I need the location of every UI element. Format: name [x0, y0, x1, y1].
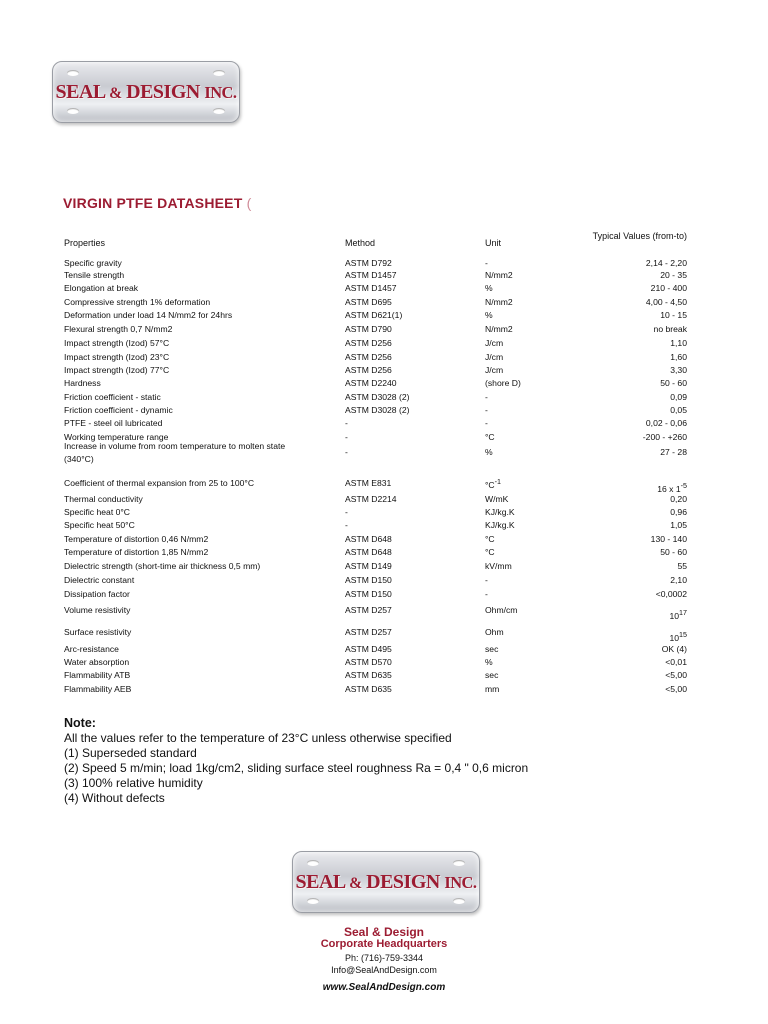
cell-method: ASTM D1457: [345, 283, 397, 293]
cell-unit: [485, 547, 495, 557]
cell-unit-text: (shore D): [485, 378, 521, 388]
cell-value-text: 0,96: [670, 507, 687, 517]
cell-method: ASTM D256: [345, 365, 392, 375]
cell-value: [670, 405, 687, 415]
cell-value-text: <0,01: [665, 657, 687, 667]
cell-property: Working temperature range: [64, 432, 169, 442]
cell-value-text: OK (4): [661, 644, 687, 654]
cell-property: Compressive strength 1% deformation: [64, 297, 211, 307]
footer-website-link[interactable]: www.SealAndDesign.com: [322, 982, 446, 993]
cell-value: [656, 589, 687, 599]
cell-value: [670, 338, 687, 348]
cell-method: ASTM D635: [345, 670, 392, 680]
cell-unit: [485, 418, 488, 428]
cell-unit-text: °C: [485, 547, 495, 557]
cell-method: ASTM D635: [345, 684, 392, 694]
cell-value: [651, 283, 687, 293]
cell-value-superscript: -5: [680, 482, 687, 490]
cell-method: ASTM D621(1): [345, 310, 403, 320]
cell-method: ASTM D150: [345, 575, 392, 585]
cell-unit: [485, 338, 503, 348]
cell-unit: [485, 575, 488, 585]
cell-property: Specific heat 0°C: [64, 507, 131, 517]
cell-property: Temperature of distortion 1,85 N/mm2: [64, 547, 209, 557]
cell-value: [665, 684, 687, 694]
cell-unit-text: KJ/kg.K: [485, 507, 515, 517]
cell-value: [646, 258, 687, 268]
cell-value: [660, 378, 687, 388]
cell-value: [677, 561, 687, 571]
cell-property: Volume resistivity: [64, 605, 131, 615]
logo-word-seal: SEAL: [55, 81, 105, 103]
cell-unit-text: mm: [485, 684, 500, 694]
cell-value-text: 27 - 28: [660, 447, 687, 457]
cell-value: [646, 418, 687, 428]
cell-value-text: <5,00: [665, 670, 687, 680]
cell-value: [665, 657, 687, 667]
cell-unit-text: J/cm: [485, 352, 504, 362]
cell-unit: [485, 365, 503, 375]
cell-unit: [485, 432, 495, 442]
cell-method: -: [345, 520, 348, 530]
footer-phone: Ph: (716)-759-3344: [344, 953, 424, 963]
header-unit: Unit: [485, 238, 502, 248]
cell-unit-text: °C: [485, 534, 495, 544]
cell-value-text: 210 - 400: [650, 283, 687, 293]
cell-value-text: 10: [669, 610, 680, 621]
logo-hole: [453, 898, 465, 904]
cell-method: ASTM D256: [345, 338, 392, 348]
cell-value: [670, 494, 687, 504]
cell-method: ASTM D648: [345, 534, 392, 544]
cell-unit-text: -: [485, 392, 488, 402]
cell-unit: [485, 520, 515, 530]
cell-value-text: 2,14 - 2,20: [645, 258, 687, 268]
cell-property: Flexural strength 0,7 N/mm2: [64, 324, 173, 334]
logo-hole: [307, 898, 319, 904]
cell-property: PTFE - steel oil lubricated: [64, 418, 163, 428]
cell-unit-text: N/mm2: [485, 270, 513, 280]
cell-unit: [485, 405, 488, 415]
cell-property: Water absorption: [64, 657, 130, 667]
logo-word-inc: INC.: [444, 873, 477, 892]
logo-ampersand: &: [349, 875, 362, 892]
cell-property: Friction coefficient - static: [64, 392, 161, 402]
cell-property: Flammability AEB: [64, 684, 132, 694]
cell-value: [646, 297, 687, 307]
title-tick: (: [246, 195, 252, 211]
note-line: (2) Speed 5 m/min; load 1kg/cm2, sliding surface steel roughness Ra = 0,4 " 0,6 micron: [64, 761, 529, 775]
cell-unit: [485, 670, 498, 680]
cell-unit: [485, 684, 499, 694]
cell-value-text: 130 - 140: [650, 534, 687, 544]
cell-value-text: 50 - 60: [660, 547, 687, 557]
title-text: VIRGIN PTFE DATASHEET: [63, 195, 243, 211]
footer-headquarters: Corporate Headquarters: [320, 938, 448, 950]
cell-value-text: 55: [677, 561, 687, 571]
cell-unit-text: sec: [485, 644, 499, 654]
cell-unit-text: N/mm2: [485, 324, 513, 334]
cell-value-text: no break: [653, 324, 687, 334]
cell-method: ASTM D2214: [345, 494, 397, 504]
cell-property: Specific gravity: [64, 258, 122, 268]
cell-value-text: 3,30: [670, 365, 687, 375]
cell-method: ASTM D257: [345, 605, 392, 615]
cell-unit-superscript: -1: [494, 478, 502, 486]
cell-unit-text: W/mK: [485, 494, 509, 504]
cell-property: Impact strength (Izod) 57°C: [64, 338, 170, 348]
cell-unit: [485, 447, 493, 457]
cell-property: Thermal conductivity: [64, 494, 143, 504]
cell-unit-text: °C: [485, 479, 495, 490]
cell-value: [665, 670, 687, 680]
cell-unit-text: °C: [485, 432, 495, 442]
cell-unit-text: Ohm: [485, 627, 504, 637]
cell-value: [670, 392, 687, 402]
footer-email-link[interactable]: Info@SealAndDesign.com: [331, 965, 437, 975]
logo-ampersand: &: [109, 85, 122, 102]
logo-hole: [67, 108, 79, 114]
cell-value: [643, 432, 687, 442]
cell-property: Flammability ATB: [64, 670, 131, 680]
note-title: Note:: [64, 716, 96, 730]
cell-unit: [485, 627, 504, 637]
cell-value: [660, 310, 687, 320]
cell-unit: [485, 352, 503, 362]
logo-wordmark: [293, 871, 479, 894]
cell-method: -: [345, 432, 348, 442]
cell-unit: [485, 534, 495, 544]
cell-property: Dielectric strength (short-time air thickness 0,5 mm): [64, 561, 261, 571]
cell-method: ASTM E831: [345, 478, 392, 488]
cell-value: [660, 270, 687, 280]
cell-value: [670, 365, 687, 375]
cell-value: [669, 631, 687, 643]
cell-property: Tensile strength: [64, 270, 125, 280]
cell-value: [662, 644, 687, 654]
cell-unit-text: %: [485, 283, 493, 293]
cell-method: ASTM D1457: [345, 270, 397, 280]
cell-unit-text: sec: [485, 670, 499, 680]
cell-unit-text: KJ/kg.K: [485, 520, 515, 530]
footer-company: Seal & Design: [343, 925, 425, 939]
cell-value-text: 0,05: [670, 405, 687, 415]
note-section: [64, 716, 528, 806]
cell-unit: [485, 561, 512, 571]
cell-unit: [485, 324, 513, 334]
logo-word-design: DESIGN: [366, 871, 440, 893]
cell-unit-text: N/mm2: [485, 297, 513, 307]
cell-method: ASTM D790: [345, 324, 392, 334]
cell-value-text: 1,05: [670, 520, 687, 530]
cell-method: ASTM D149: [345, 561, 392, 571]
header-method: Method: [345, 238, 376, 248]
cell-property: Elongation at break: [64, 283, 139, 293]
cell-property: Impact strength (Izod) 77°C: [64, 365, 170, 375]
cell-property: Impact strength (Izod) 23°C: [64, 352, 170, 362]
cell-property: Friction coefficient - dynamic: [64, 405, 173, 415]
cell-value-text: 10 - 15: [660, 310, 687, 320]
company-logo: [52, 61, 240, 123]
cell-value-superscript: 15: [679, 631, 687, 639]
cell-value-text: -200 - +260: [642, 432, 687, 442]
cell-unit-text: -: [485, 589, 488, 599]
cell-method: ASTM D648: [345, 547, 392, 557]
cell-method: ASTM D257: [345, 627, 392, 637]
cell-property: Arc-resistance: [64, 644, 119, 654]
cell-unit-text: %: [485, 310, 493, 320]
cell-value-text: 20 - 35: [660, 270, 687, 280]
cell-unit-text: Ohm/cm: [485, 605, 518, 615]
cell-property: Surface resistivity: [64, 627, 132, 637]
logo-word-inc: INC.: [204, 83, 237, 102]
cell-method: -: [345, 418, 348, 428]
cell-unit: [485, 657, 493, 667]
cell-value: [670, 520, 687, 530]
cell-unit-text: J/cm: [485, 365, 504, 375]
cell-method: ASTM D2240: [345, 378, 397, 388]
note-line: (1) Superseded standard: [64, 746, 197, 760]
cell-method: -: [345, 447, 348, 457]
cell-unit: [485, 310, 493, 320]
cell-method: ASTM D570: [345, 657, 392, 667]
logo-hole: [307, 860, 319, 866]
cell-unit: [485, 478, 501, 490]
note-line: (4) Without defects: [64, 791, 165, 805]
cell-value-text: 0,20: [670, 494, 687, 504]
cell-value: [657, 482, 687, 494]
cell-property: Deformation under load 14 N/mm2 for 24hrs: [64, 310, 233, 320]
cell-method: ASTM D792: [345, 258, 392, 268]
cell-unit: [485, 507, 515, 517]
cell-unit: [485, 392, 488, 402]
cell-method: ASTM D256: [345, 352, 392, 362]
logo-word-seal: SEAL: [295, 871, 345, 893]
cell-property: Dielectric constant: [64, 575, 135, 585]
footer-logo: [292, 851, 480, 913]
header-typical-values: Typical Values (from-to): [592, 231, 687, 241]
cell-value-text: 10: [669, 632, 680, 643]
cell-unit: [485, 644, 498, 654]
cell-value: [651, 534, 687, 544]
cell-unit-text: -: [485, 405, 488, 415]
cell-value-text: 1,60: [670, 352, 687, 362]
logo-hole: [453, 860, 465, 866]
logo-hole: [67, 70, 79, 76]
cell-method: ASTM D3028 (2): [345, 405, 410, 415]
cell-method: -: [345, 507, 348, 517]
cell-unit-text: -: [485, 575, 488, 585]
cell-method: ASTM D150: [345, 589, 392, 599]
logo-hole: [213, 70, 225, 76]
cell-unit-text: kV/mm: [485, 561, 512, 571]
cell-unit: [485, 605, 517, 615]
cell-unit-text: J/cm: [485, 338, 504, 348]
cell-value: [670, 352, 687, 362]
cell-value-text: 2,10: [670, 575, 687, 585]
cell-property: Dissipation factor: [64, 589, 130, 599]
cell-value: [670, 575, 687, 585]
cell-unit: [485, 494, 508, 504]
cell-unit: [485, 297, 513, 307]
logo-word-design: DESIGN: [126, 81, 200, 103]
cell-unit: [485, 589, 488, 599]
cell-unit: [485, 283, 493, 293]
cell-value: [660, 547, 687, 557]
cell-method: ASTM D3028 (2): [345, 392, 410, 402]
cell-value-superscript: 17: [679, 609, 687, 617]
note-line: All the values refer to the temperature of 23°C unless otherwise specified: [64, 731, 452, 745]
cell-unit-text: -: [485, 258, 488, 268]
cell-value-text: 0,09: [670, 392, 687, 402]
note-line: (3) 100% relative humidity: [64, 776, 203, 790]
cell-value-text: 4,00 - 4,50: [645, 297, 687, 307]
cell-value: [660, 447, 687, 457]
cell-value-text: <5,00: [665, 684, 687, 694]
cell-value: [654, 324, 687, 334]
cell-value: [669, 609, 687, 621]
cell-method: ASTM D495: [345, 644, 392, 654]
cell-property: Temperature of distortion 0,46 N/mm2: [64, 534, 209, 544]
cell-value-text: 50 - 60: [660, 378, 687, 388]
cell-property: Hardness: [64, 378, 101, 388]
logo-wordmark: [53, 81, 239, 104]
cell-unit: [485, 270, 513, 280]
cell-unit: [485, 258, 488, 268]
cell-value-text: <0,0002: [655, 589, 687, 599]
cell-unit-text: %: [485, 657, 493, 667]
cell-value-text: 1,10: [670, 338, 687, 348]
cell-property: Increase in volume from room temperature to molten state (340°C): [64, 441, 286, 464]
cell-property: Coefficient of thermal expansion from 25 to 100°C: [64, 478, 255, 488]
logo-hole: [213, 108, 225, 114]
cell-value-text: 0,02 - 0,06: [645, 418, 687, 428]
cell-method: ASTM D695: [345, 297, 392, 307]
cell-value-text: 16 x 1: [657, 483, 681, 494]
cell-value: [670, 507, 687, 517]
cell-unit: [485, 378, 521, 388]
cell-unit-text: %: [485, 447, 493, 457]
header-properties: Properties: [64, 238, 106, 248]
datasheet-title: [63, 195, 251, 211]
cell-property: Specific heat 50°C: [64, 520, 135, 530]
cell-unit-text: -: [485, 418, 488, 428]
